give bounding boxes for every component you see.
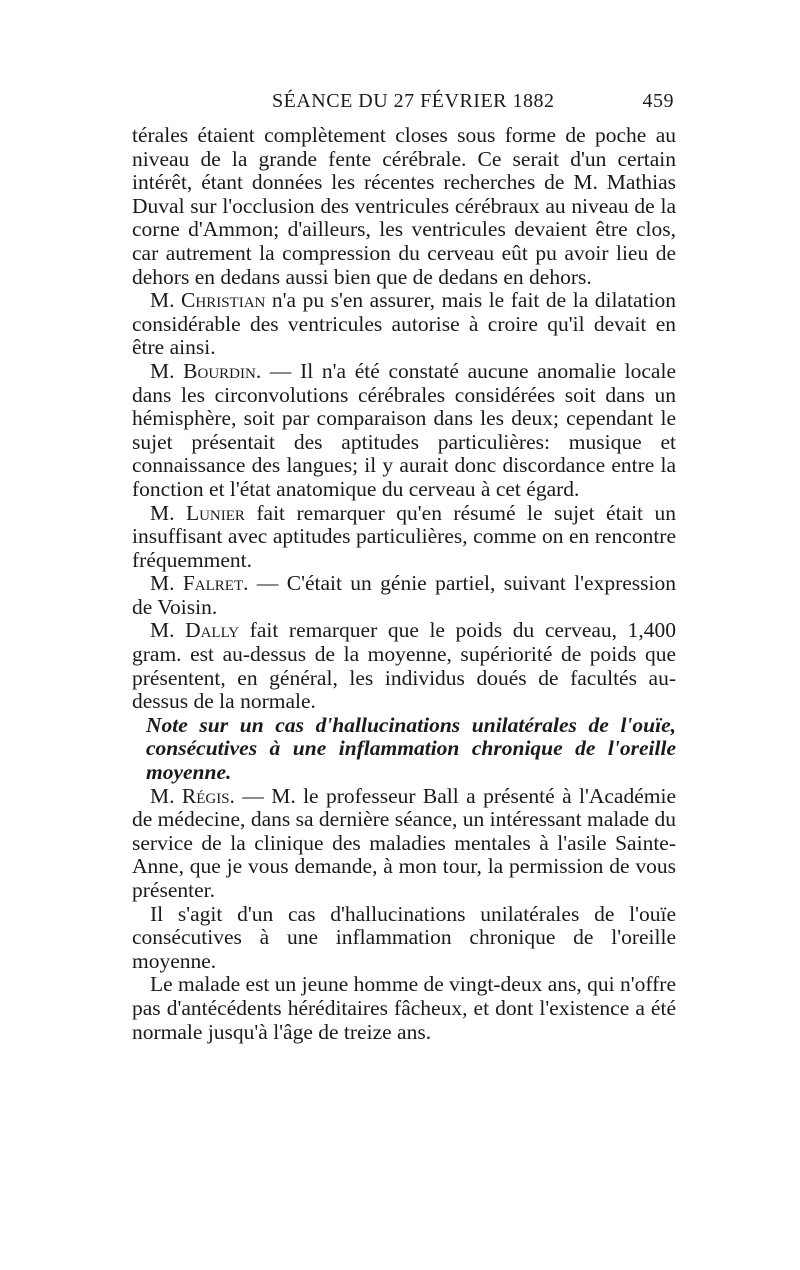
body-text bbox=[132, 124, 676, 1044]
header-title: SÉANCE DU 27 FÉVRIER 1882 bbox=[272, 90, 555, 112]
paragraph-christian bbox=[132, 289, 676, 360]
paragraph-text: n'a pu s'en assurer, mais le fait de la dilatation considérable des ventricules autorise à croire qu'il devait en être ainsi. bbox=[132, 288, 676, 360]
paragraph-dally bbox=[132, 619, 676, 713]
paragraph-continuation: térales étaient complètement closes sous forme de poche au niveau de la grande fente cérébrale. Ce serait d'un certain intérêt, étant données les récentes recherches de M. Mathias Duval sur l'occlusion des ventricules cérébraux au niveau de la corne d'Ammon; d'ailleurs, les ventricules devaient être clos, car autrement la compression du cerveau eût pu avoir lieu de dehors en dedans aussi bien que de dedans en dehors. bbox=[132, 123, 676, 289]
paragraph-text: fait remarquer que le poids du cerveau, 1,400 gram. est au-dessus de la moyenne, supériorité de poids que présentent, en général, les individus doués de facultés au-dessus de la normale. bbox=[132, 618, 676, 714]
running-header bbox=[134, 90, 674, 118]
paragraph-case: Il s'agit d'un cas d'hallucinations unilatérales de l'ouïe consécutives à une inflammation chronique de l'oreille moyenne. bbox=[132, 901, 676, 973]
speaker-name: M. Régis. bbox=[150, 783, 235, 808]
speaker-name: M. Lunier bbox=[150, 500, 245, 525]
paragraph-falret bbox=[132, 572, 676, 619]
speaker-name: M. Christian bbox=[150, 288, 266, 313]
paragraph-text: — Il n'a été constaté aucune anomalie locale dans les circonvolutions cérébrales considérées soit dans un hémisphère, soit par comparaison dans les deux; cependant le sujet présentait des aptitudes particulières: musique et connaissance des langues; il y aurait donc discordance entre la fonction et l'état anatomique du cerveau à cet égard. bbox=[132, 358, 676, 501]
page-number: 459 bbox=[642, 90, 674, 112]
paragraph-text: — M. le professeur Ball a présenté à l'Académie de médecine, dans sa dernière séance, un intéressant malade du service de la clinique des maladies mentales à l'asile Sainte-Anne, que je vous demande, à mon tour, la permission de vous présenter. bbox=[132, 783, 677, 902]
paragraph-patient: Le malade est un jeune homme de vingt-deux ans, qui n'offre pas d'antécédents héréditaires fâcheux, et dont l'existence a été normale jusqu'à l'âge de treize ans. bbox=[132, 972, 676, 1044]
paragraph-text: fait remarquer qu'en résumé le sujet était un insuffisant avec aptitudes particulières, comme on en rencontre fréquemment. bbox=[132, 500, 676, 572]
paragraph-bourdin bbox=[132, 360, 676, 502]
speaker-name: M. Falret. bbox=[150, 571, 249, 596]
paragraph-regis bbox=[132, 785, 676, 903]
section-heading: Note sur un cas d'hallucinations unilatérales de l'ouïe, consécutives à une inflammation chronique de l'oreille moyenne. bbox=[146, 712, 676, 785]
speaker-name: M. Bourdin. bbox=[150, 358, 262, 383]
speaker-name: M. Dally bbox=[150, 618, 240, 643]
paragraph-text: — C'était un génie partiel, suivant l'expression de Voisin. bbox=[132, 571, 676, 619]
paragraph-lunier bbox=[132, 502, 676, 573]
